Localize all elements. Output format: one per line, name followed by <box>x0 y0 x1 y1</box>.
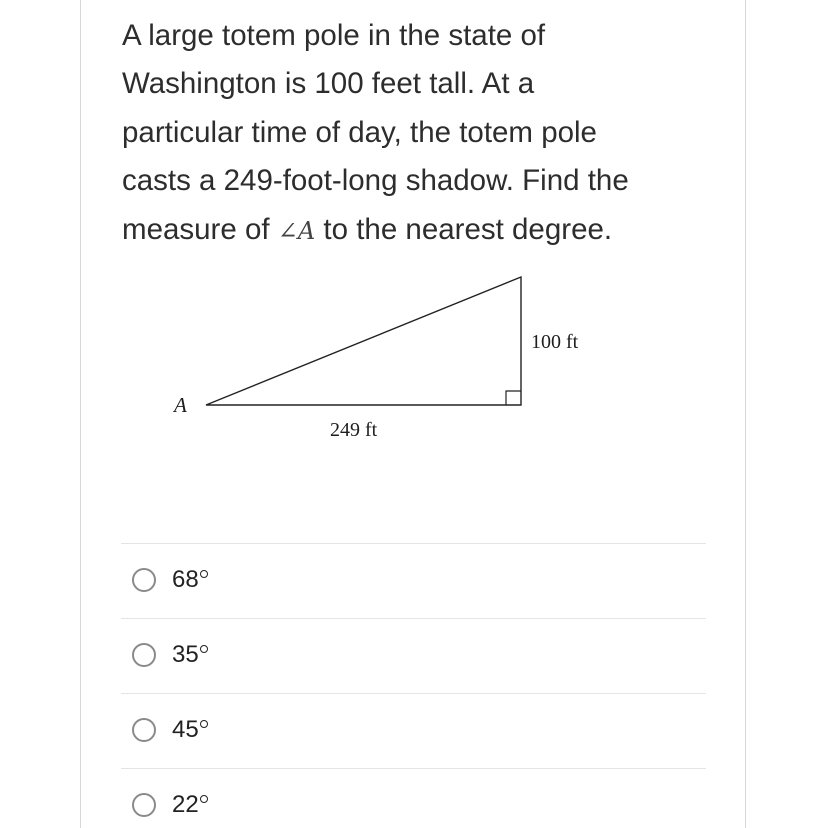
option-value: 45 <box>172 716 199 743</box>
option-label <box>172 641 208 669</box>
question-line-5-end: to the nearest degree. <box>315 212 613 246</box>
option-value: 35 <box>172 641 199 668</box>
degree-icon <box>200 720 208 728</box>
option-value: 68 <box>172 566 199 593</box>
answer-option[interactable] <box>121 693 706 768</box>
radio-button[interactable] <box>132 643 156 667</box>
base-label: 249 ft <box>330 419 378 441</box>
radio-button[interactable] <box>132 793 156 817</box>
height-label: 100 ft <box>531 331 579 353</box>
triangle-diagram <box>160 262 620 452</box>
question-text <box>122 12 702 255</box>
option-value: 22 <box>172 791 199 818</box>
degree-icon <box>200 645 208 653</box>
answer-choices <box>121 543 706 828</box>
answer-option[interactable] <box>121 768 706 828</box>
degree-icon <box>200 570 208 578</box>
answer-option[interactable] <box>121 543 706 618</box>
option-label <box>172 716 208 744</box>
degree-icon <box>200 795 208 803</box>
radio-button[interactable] <box>132 718 156 742</box>
answer-option[interactable] <box>121 618 706 693</box>
question-line-4: casts a 249-foot-long shadow. Find the <box>122 164 629 198</box>
vertex-label-a: A <box>174 393 187 417</box>
question-line-3: particular time of day, the totem pole <box>122 115 597 149</box>
question-line-5-start: measure of <box>122 212 278 246</box>
right-triangle <box>206 277 521 405</box>
right-angle-marker <box>506 391 521 405</box>
question-line-1: A large totem pole in the state of <box>122 19 546 52</box>
option-label <box>172 791 208 819</box>
question-line-2: Washington is 100 feet tall. At a <box>122 67 535 101</box>
angle-symbol: ∠A <box>277 216 316 245</box>
option-label <box>172 566 208 594</box>
radio-button[interactable] <box>132 568 156 592</box>
